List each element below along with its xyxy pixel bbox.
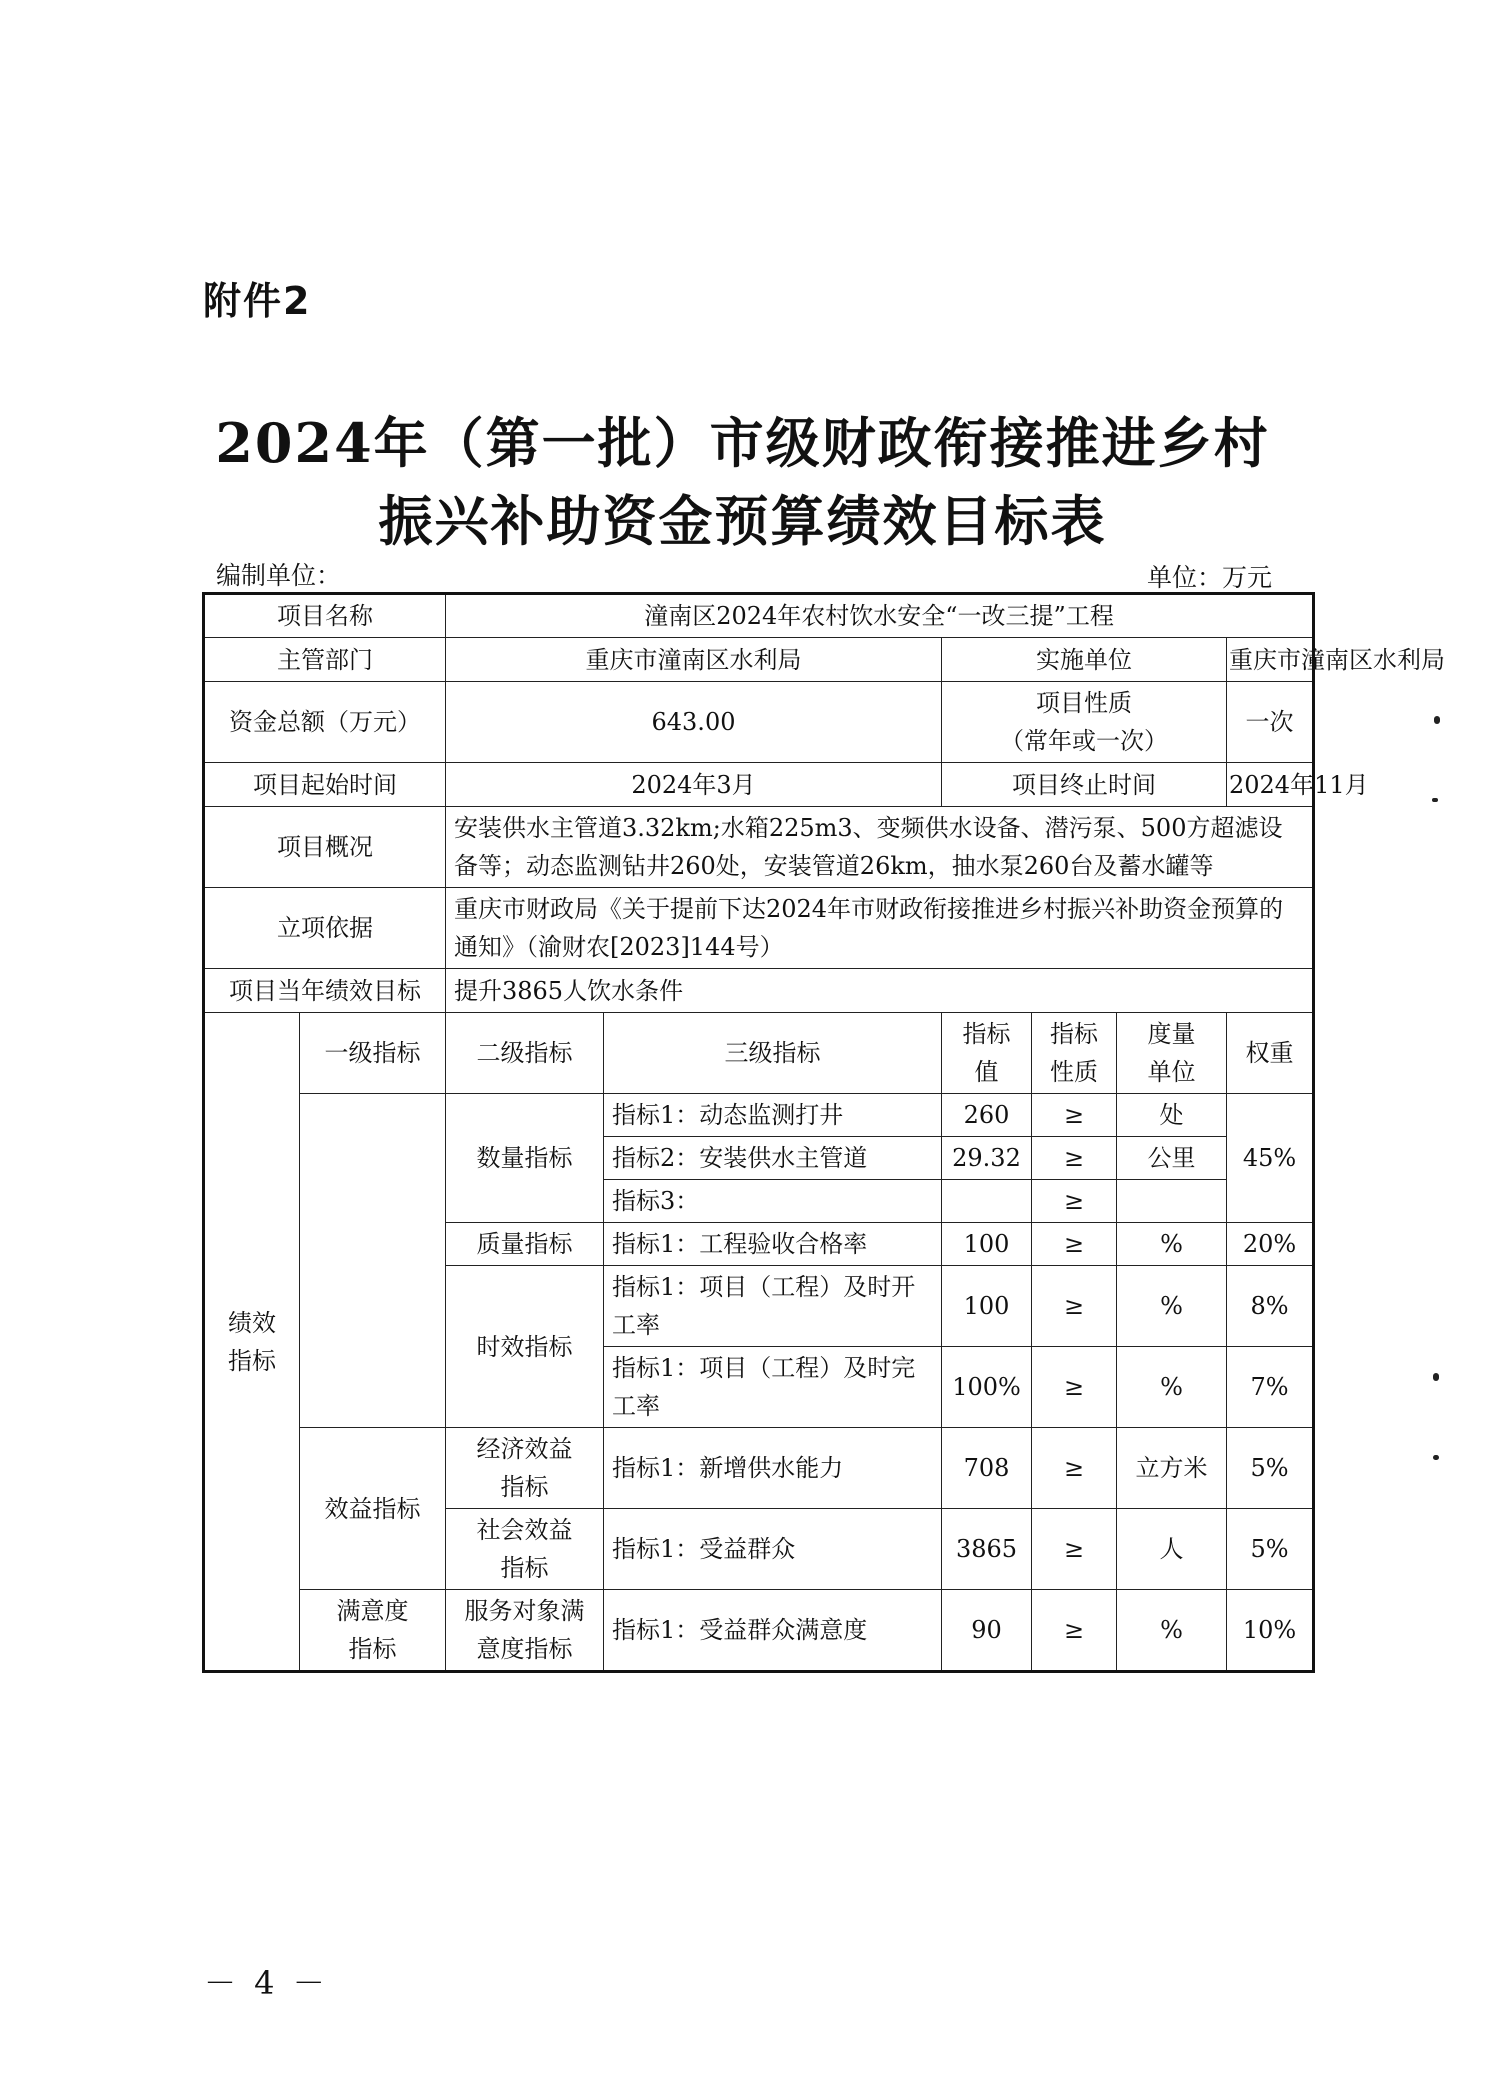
indicator-nature: ≥ xyxy=(1032,1347,1117,1428)
economic-indicator-label: 经济效益指标 xyxy=(446,1428,604,1509)
implementing-unit-value: 重庆市潼南区水利局 xyxy=(1227,638,1314,682)
level1-header: 一级指标 xyxy=(300,1013,446,1094)
weight-header: 权重 xyxy=(1227,1013,1314,1094)
department-row xyxy=(204,638,1314,682)
page-number: － 4 － xyxy=(204,1964,329,2002)
indicator-unit: 人 xyxy=(1117,1509,1227,1590)
indicator-value: 3865 xyxy=(942,1509,1032,1590)
indicator-unit: % xyxy=(1117,1223,1227,1266)
satisfaction-indicator-label: 满意度指标 xyxy=(300,1590,446,1672)
department-label: 主管部门 xyxy=(204,638,446,682)
document-title-line-2: 振兴补助资金预算绩效目标表 xyxy=(378,489,1107,553)
indicator-name: 指标1：受益群众满意度 xyxy=(604,1590,942,1672)
indicator-name: 指标1：受益群众 xyxy=(604,1509,942,1590)
indicator-value: 29.32 xyxy=(942,1137,1032,1180)
goal-value: 提升3865人饮水条件 xyxy=(446,969,1314,1013)
overview-label: 项目概况 xyxy=(204,807,446,888)
indicator-nature: ≥ xyxy=(1032,1590,1117,1672)
output-indicator-label xyxy=(300,1094,446,1428)
currency-unit-label: 单位：万元 xyxy=(1146,563,1272,592)
indicator-weight: 7% xyxy=(1227,1347,1314,1428)
indicator-name: 指标1：新增供水能力 xyxy=(604,1428,942,1509)
indicator-name: 指标3： xyxy=(604,1180,942,1223)
compile-unit-label: 编制单位： xyxy=(216,561,342,590)
indicator-unit: % xyxy=(1117,1266,1227,1347)
scan-mark xyxy=(1434,716,1440,724)
service-satisfaction-label: 服务对象满意度指标 xyxy=(446,1590,604,1672)
value-header: 指标值 xyxy=(942,1013,1032,1094)
indicator-name: 指标1：工程验收合格率 xyxy=(604,1223,942,1266)
performance-indicators-label: 绩效指标 xyxy=(204,1013,300,1672)
project-nature-label-line-2: （常年或一次） xyxy=(1000,727,1168,755)
indicator-name: 指标2：安装供水主管道 xyxy=(604,1137,942,1180)
indicator-weight: 5% xyxy=(1227,1428,1314,1509)
level3-header: 三级指标 xyxy=(604,1013,942,1094)
project-nature-label-line-1: 项目性质 xyxy=(1036,689,1132,717)
indicator-name: 指标1：项目（工程）及时完工率 xyxy=(604,1347,942,1428)
indicator-nature: ≥ xyxy=(1032,1094,1117,1137)
indicator-weight: 10% xyxy=(1227,1590,1314,1672)
indicator-nature: ≥ xyxy=(1032,1137,1117,1180)
indicator-nature: ≥ xyxy=(1032,1509,1117,1590)
document-title-line-1: 2024年（第一批）市级财政衔接推进乡村 xyxy=(215,411,1270,475)
basis-value: 重庆市财政局《关于提前下达2024年市财政衔接推进乡村振兴补助资金预算的通知》（渝财农[2023]144号） xyxy=(446,888,1314,969)
indicator-weight: 45% xyxy=(1227,1094,1314,1223)
timeliness-indicator-label: 时效指标 xyxy=(446,1266,604,1428)
funds-label: 资金总额（万元） xyxy=(204,682,446,763)
indicator-unit: % xyxy=(1117,1590,1227,1672)
funds-value: 643.00 xyxy=(446,682,942,763)
indicator-nature: ≥ xyxy=(1032,1266,1117,1347)
overview-value: 安装供水主管道3.32km;水箱225m3、变频供水设备、潜污泵、500方超滤设备等；动态监测钻井260处，安装管道26km，抽水泵260台及蓄水罐等 xyxy=(446,807,1314,888)
indicator-value: 100 xyxy=(942,1266,1032,1347)
performance-target-table xyxy=(202,592,1445,1673)
quantity-indicator-label: 数量指标 xyxy=(446,1094,604,1223)
scan-mark xyxy=(1432,798,1438,802)
goal-label: 项目当年绩效目标 xyxy=(204,969,446,1013)
end-time-value: 2024年11月 xyxy=(1227,763,1314,807)
project-name-label: 项目名称 xyxy=(204,594,446,638)
nature-header: 指标性质 xyxy=(1032,1013,1117,1094)
funds-row xyxy=(204,682,1314,763)
table-row xyxy=(204,1094,1314,1137)
end-time-label: 项目终止时间 xyxy=(942,763,1227,807)
indicator-unit: 公里 xyxy=(1117,1137,1227,1180)
table-row xyxy=(204,1590,1314,1672)
indicator-weight: 8% xyxy=(1227,1266,1314,1347)
project-nature-value: 一次 xyxy=(1227,682,1314,763)
attachment-label: 附件2 xyxy=(203,279,312,323)
indicator-value: 260 xyxy=(942,1094,1032,1137)
indicator-weight: 20% xyxy=(1227,1223,1314,1266)
basis-row xyxy=(204,888,1314,969)
project-name-row xyxy=(204,594,1314,638)
unit-header: 度量单位 xyxy=(1117,1013,1227,1094)
indicator-value xyxy=(942,1180,1032,1223)
overview-row xyxy=(204,807,1314,888)
table-row xyxy=(204,1428,1314,1509)
indicator-value: 708 xyxy=(942,1428,1032,1509)
indicator-nature: ≥ xyxy=(1032,1223,1117,1266)
indicator-value: 100 xyxy=(942,1223,1032,1266)
indicator-nature: ≥ xyxy=(1032,1428,1117,1509)
indicator-unit: 立方米 xyxy=(1117,1428,1227,1509)
benefit-indicator-label: 效益指标 xyxy=(300,1428,446,1590)
project-nature-label xyxy=(942,682,1227,763)
indicator-value: 100% xyxy=(942,1347,1032,1428)
project-name-value: 潼南区2024年农村饮水安全“一改三提”工程 xyxy=(446,594,1314,638)
time-row xyxy=(204,763,1314,807)
implementing-unit-label: 实施单位 xyxy=(942,638,1227,682)
indicator-header-row xyxy=(204,1013,1314,1094)
indicator-unit xyxy=(1117,1180,1227,1223)
start-time-label: 项目起始时间 xyxy=(204,763,446,807)
indicator-weight: 5% xyxy=(1227,1509,1314,1590)
scan-mark xyxy=(1433,1373,1439,1381)
indicator-value: 90 xyxy=(942,1590,1032,1672)
indicator-unit: % xyxy=(1117,1347,1227,1428)
indicator-name: 指标1：项目（工程）及时开工率 xyxy=(604,1266,942,1347)
indicator-unit: 处 xyxy=(1117,1094,1227,1137)
scan-mark xyxy=(1433,1455,1439,1460)
goal-row xyxy=(204,969,1314,1013)
indicator-name: 指标1：动态监测打井 xyxy=(604,1094,942,1137)
start-time-value: 2024年3月 xyxy=(446,763,942,807)
basis-label: 立项依据 xyxy=(204,888,446,969)
quality-indicator-label: 质量指标 xyxy=(446,1223,604,1266)
indicator-nature: ≥ xyxy=(1032,1180,1117,1223)
level2-header: 二级指标 xyxy=(446,1013,604,1094)
social-indicator-label: 社会效益指标 xyxy=(446,1509,604,1590)
department-value: 重庆市潼南区水利局 xyxy=(446,638,942,682)
